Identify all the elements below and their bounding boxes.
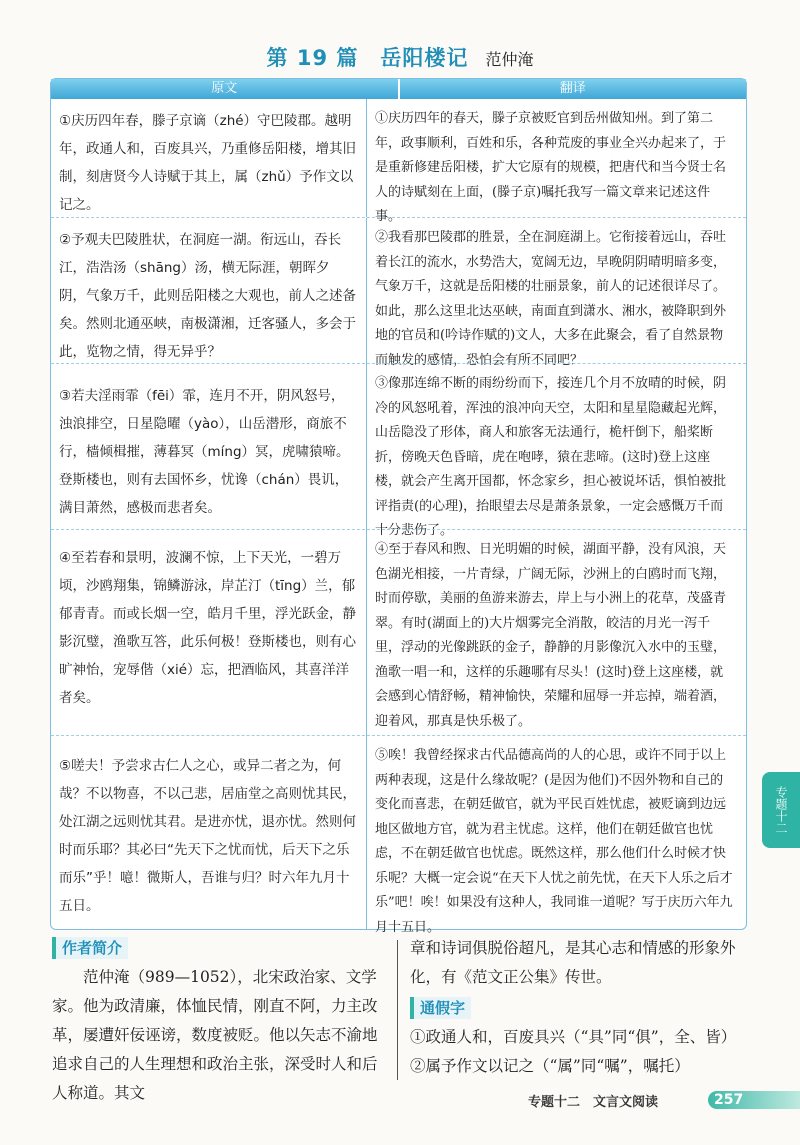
right-column [410, 934, 750, 1081]
table-row [51, 529, 746, 736]
author-intro-text: 范仲淹（989—1052），北宋政治家、文学家。他为政清廉，体恤民情，刚直不阿，力主改革，屡遭奸佞诬谤，数度被贬。他以矢志不渝地追求自己的人生理想和政治主张，深受时人和后人称道。其文 [52, 968, 378, 1102]
original-text: ⑤嗟夫！予尝求古仁人之心，或异二者之为，何哉？不以物喜，不以己悲，居庙堂之高则忧其民，处江湖之远则忧其君。是进亦忧，退亦忧。然则何时而乐耶？其必曰“先天下之忧而忧，后天下之乐而乐”乎！噫！微斯人，吾谁与归？时六年九月十五日。 [59, 758, 356, 914]
page-title [0, 42, 800, 72]
translation-text: ②我看那巴陵郡的胜景，全在洞庭湖上。它衔接着远山，吞吐着长江的流水，水势浩大，宽阔无边，早晚阴阴晴明暗多变，气象万千，这就是岳阳楼的壮丽景象，前人的记述很详尽了。如此，那么这里北达巫峡，南面直到潇水、湘水，被降职到外地的官员和(吟诗作赋的)文人，大多在此聚会，看了自然景物而触发的感情，恐怕会有所不同吧？ [366, 218, 746, 446]
column-header-translation: 翻译 [400, 79, 747, 99]
translation-text: ①庆历四年的春天，滕子京被贬官到岳州做知州。到了第二年，政事顺利，百姓和乐，各种荒废的事业全兴办起来了，于是重新修建岳阳楼，扩大它原有的规模，把唐代和当今贤士名人的诗赋刻在上面，(滕子京)嘱托我写一篇文章来记述这件事。 [366, 99, 746, 217]
article-author: 范仲淹 [485, 50, 534, 69]
table-row [51, 735, 746, 935]
tongjiazi-item: ①政通人和，百废具兴（“具”同“俱”，全、皆） [410, 1028, 737, 1046]
original-text: ①庆历四年春，滕子京谪（zhé）守巴陵郡。越明年，政通人和，百废具兴，乃重修岳阳楼，增其旧制，刻唐贤今人诗赋于其上，属（zhǔ）予作文以记之。 [59, 113, 356, 213]
text-translation-table [50, 78, 747, 935]
tongjiazi-item: ②属予作文以记之（“属”同“嘱”，嘱托） [410, 1057, 690, 1075]
original-text: ④至若春和景明，波澜不惊，上下天光，一碧万顷，沙鸥翔集，锦鳞游泳，岸芷汀（tīng）兰，郁郁青青。而或长烟一空，皓月千里，浮光跃金，静影沉璧，渔歌互答，此乐何极！登斯楼也，则有心旷神怡，宠辱偕（xié）忘，把酒临风，其喜洋洋者矣。 [59, 550, 356, 706]
table-header [51, 79, 746, 99]
table-row [51, 99, 746, 224]
translation-text: ④至于春风和煦、日光明媚的时候，湖面平静，没有风浪，天色湖光相接，一片青绿，广阔无际，沙洲上的白鸥时而飞翔，时而停歇，美丽的鱼游来游去，岸上与小洲上的花草，茂盛青翠。有时(湖面上的)大片烟雾完全消散，皎洁的月光一泻千里，浮动的光像跳跃的金子，静静的月影像沉入水中的玉璧，渔歌一唱一和，这样的乐趣哪有尽头！(这时)登上这座楼，就会感到心情舒畅，精神愉快，荣耀和屈辱一并忘掉，端着酒，迎着风，那真是快乐极了。 [366, 530, 746, 736]
footer-section-name: 专题十二 文言文阅读 [528, 1095, 659, 1110]
column-header-original: 原文 [51, 79, 400, 99]
column-divider [397, 940, 398, 1080]
translation-text: ③像那连绵不断的雨纷纷而下，接连几个月不放晴的时候，阴冷的风怒吼着，浑浊的浪冲向天空，太阳和星星隐藏起光辉，山岳隐没了形体，商人和旅客无法通行，桅杆倒下，船桨断折，傍晚天色昏暗，虎在咆哮，猿在悲啼。(这时)登上这座楼，就会产生离开国都，怀念家乡，担心被说坏话，惧怕被批评指责(的心理)，抬眼望去尽是萧条景象，一定会感慨万千而十分悲伤了。 [366, 364, 746, 530]
original-text: ③若夫淫雨霏（fēi）霏，连月不开，阴风怒号，浊浪排空，日星隐曜（yào），山岳潜形，商旅不行，樯倾楫摧，薄暮冥（míng）冥，虎啸猿啼。登斯楼也，则有去国怀乡，忧谗（chán）畏讥，满目萧然，感极而悲者矣。 [59, 388, 350, 516]
author-intro-continued: 章和诗词俱脱俗超凡，是其心志和情感的形象外化，有《范文正公集》传世。 [410, 939, 736, 986]
article-title: 第 19 篇 岳阳楼记 [266, 46, 469, 70]
author-intro-label: 作者简介 [52, 937, 128, 959]
table-body [51, 99, 746, 935]
tongjiazi-label: 通假字 [410, 997, 471, 1019]
table-row [51, 363, 746, 538]
author-intro-section [52, 934, 392, 1108]
original-text: ②予观夫巴陵胜状，在洞庭一湖。衔远山，吞长江，浩浩汤（shāng）汤，横无际涯，朝晖夕阴，气象万千，此则岳阳楼之大观也，前人之述备矣。然则北通巫峡，南极潇湘，迁客骚人，多会于此，览物之情，得无异乎？ [59, 232, 356, 360]
page-number: 257 [708, 1091, 800, 1109]
translation-text: ⑤唉！我曾经探求古代品德高尚的人的心思，或许不同于以上两种表现，这是什么缘故呢？(是因为他们)不因外物和自己的变化而喜悲，在朝廷做官，就为平民百姓忧虑，被贬谪到边远地区做地方官，就为君主忧虑。这样，他们在朝廷做官也忧虑，不在朝廷做官也忧虑。既然这样，那么他们什么时候才快乐呢？大概一定会说“在天下人忧之前先忧，在天下人乐之后才乐”吧！唉！如果没有这种人，我同谁一道呢？写于庆历六年九月十五日。 [366, 736, 746, 930]
chapter-side-tab[interactable]: 专题十二 [762, 772, 800, 848]
